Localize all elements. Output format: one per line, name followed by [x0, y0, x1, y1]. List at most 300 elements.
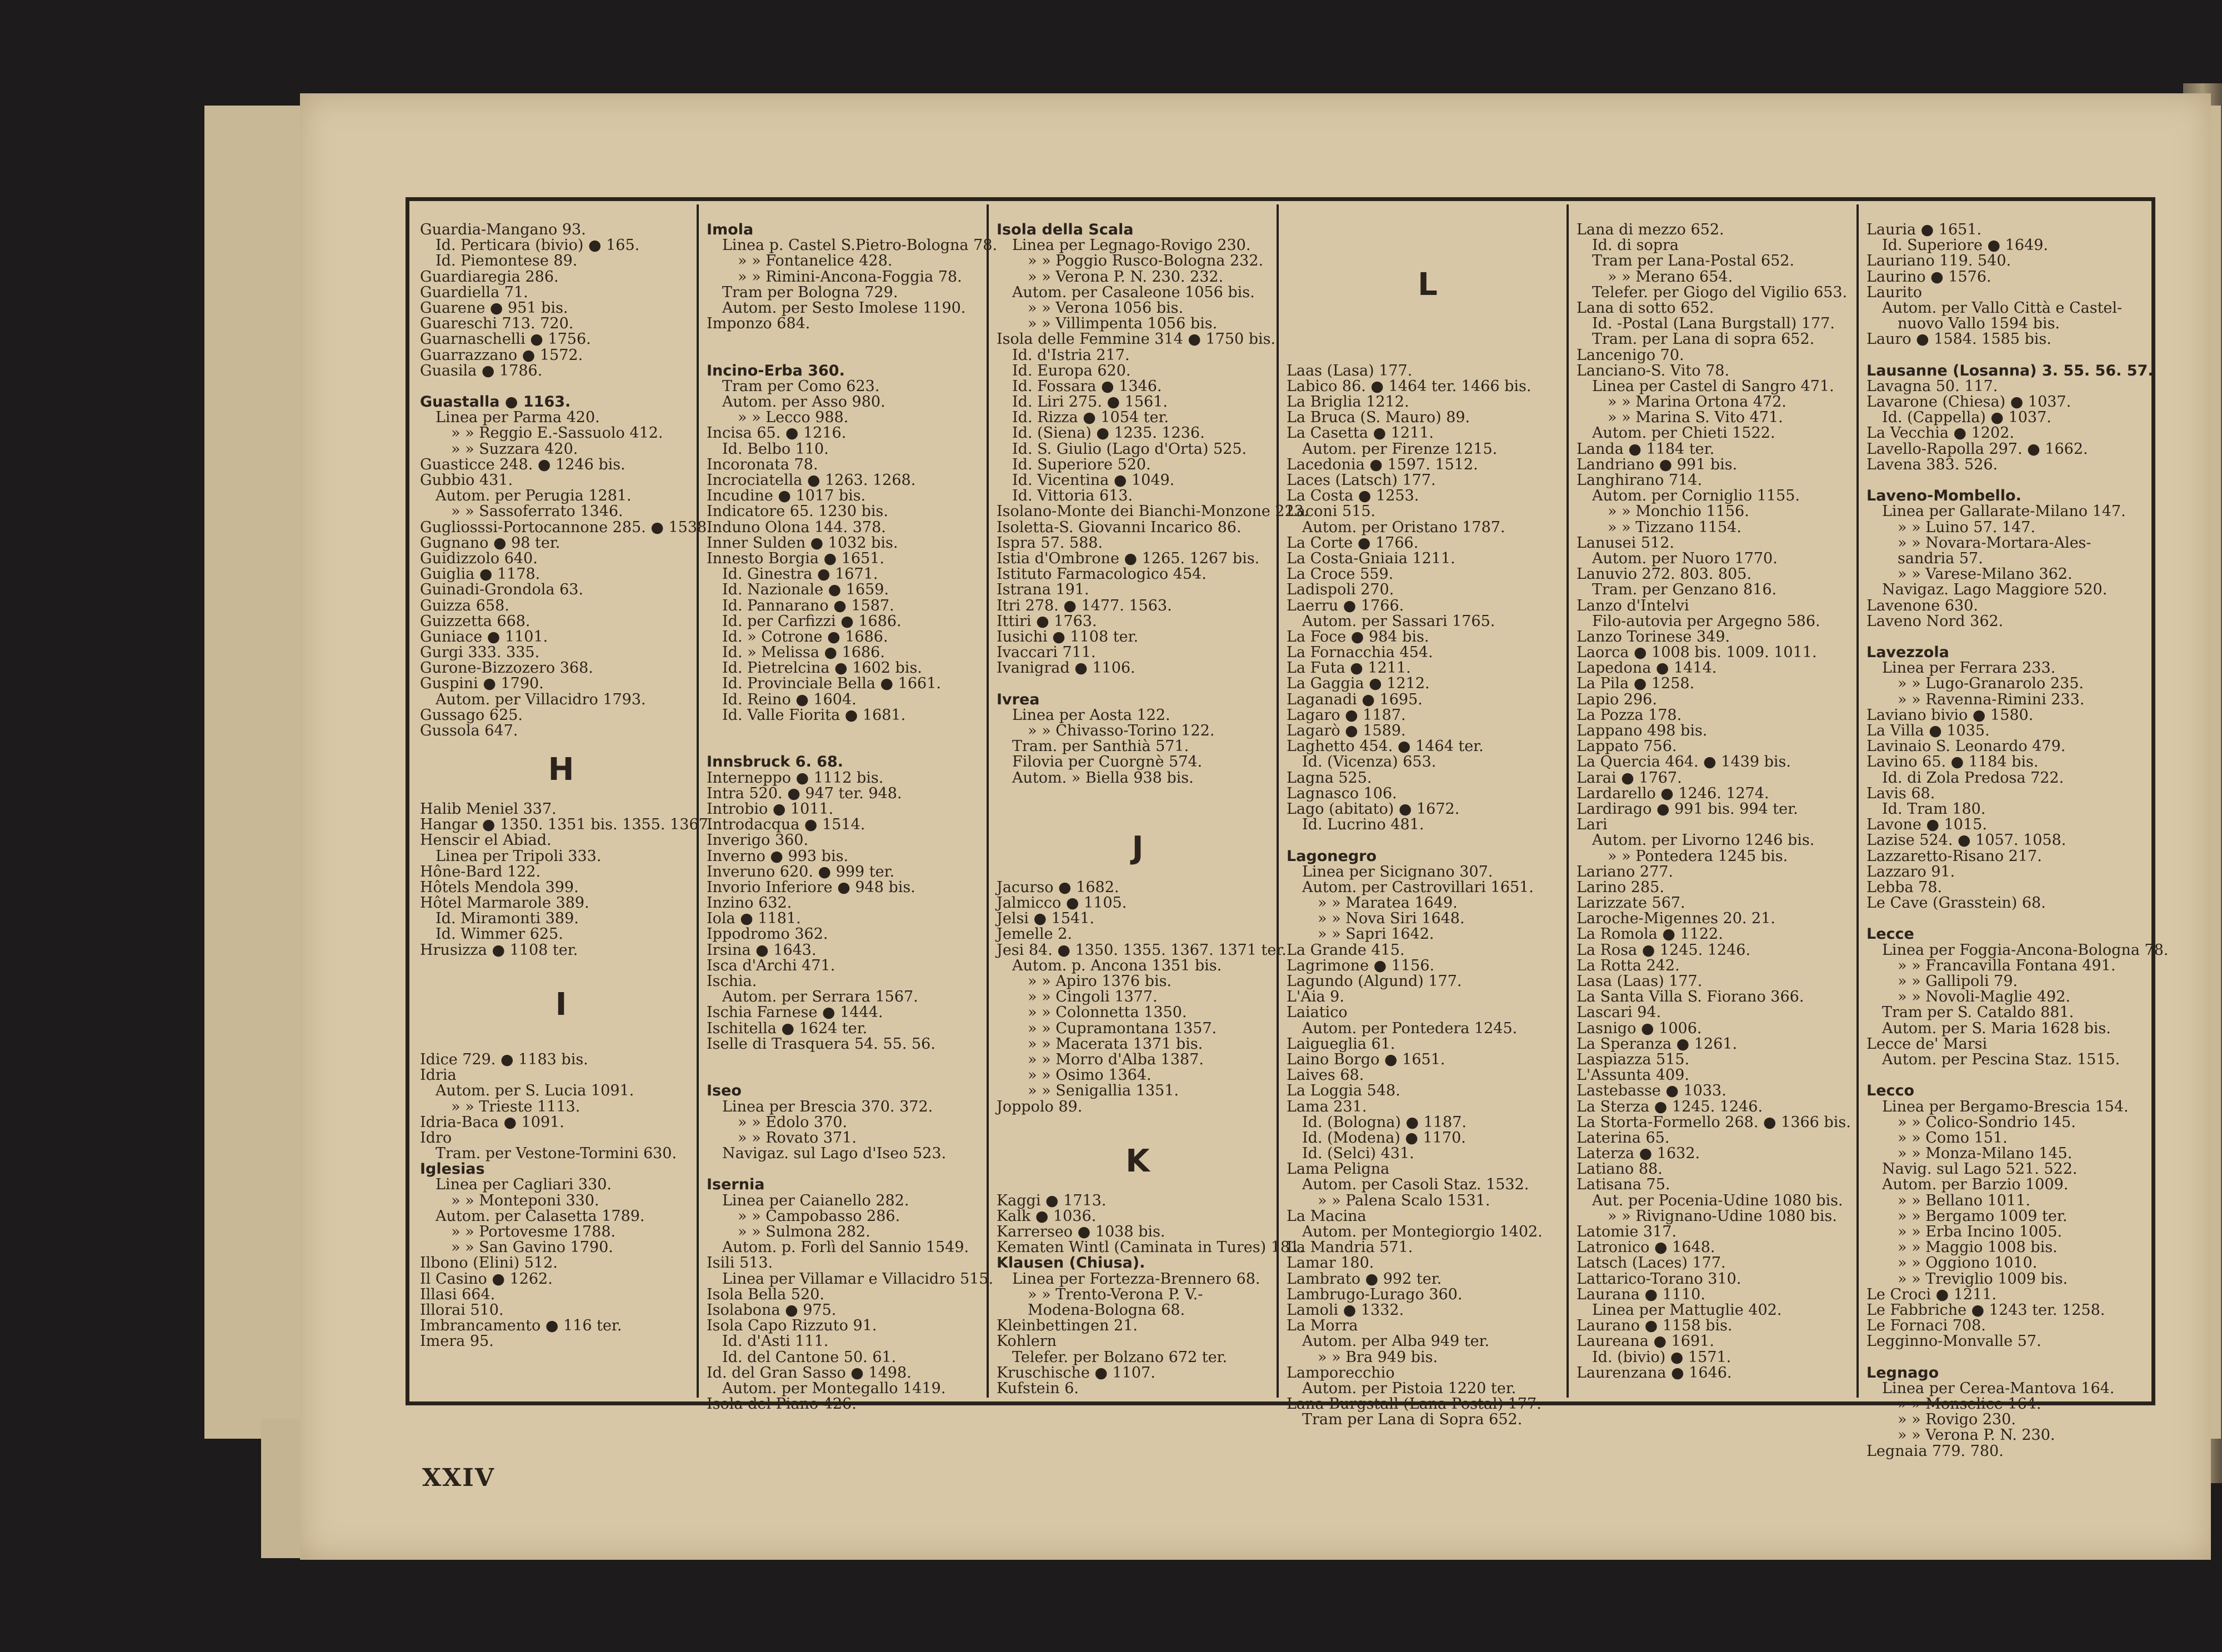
index-entry — [997, 676, 1279, 692]
index-entry: Tram. per Santhià 571. — [1012, 738, 1189, 755]
index-entry: Id. di sopra — [1592, 237, 1679, 254]
index-entry: Id. Vittoria 613. — [1012, 487, 1133, 505]
index-column-3 — [997, 221, 1309, 1397]
index-entry: Linea per Tripoli 333. — [436, 847, 602, 865]
index-entry: Linea per Sicignano 307. — [1302, 863, 1493, 880]
index-entry: nuovo Vallo 1594 bis. — [1898, 315, 2060, 333]
index-entry: Id. (Selci) 431. — [1302, 1145, 1414, 1163]
index-entry — [1866, 911, 2149, 927]
index-entry: Lagundo (Algund) 177. — [1287, 973, 1462, 990]
index-entry — [420, 379, 702, 394]
index-entry: » » Trento-Verona P. V.- — [1028, 1285, 1203, 1303]
index-column-1 — [420, 221, 713, 1394]
index-entry: Laerru ● 1766. — [1287, 597, 1404, 614]
index-entry: La Grande 415. — [1287, 941, 1405, 959]
index-entry: Telefer. per Giogo del Vigilio 653. — [1592, 283, 1848, 301]
index-entry: Autom. per Vallo Città e Castel- — [1882, 299, 2123, 317]
index-entry: Id. Lucrino 481. — [1302, 816, 1424, 834]
index-entry: » » Bra 949 bis. — [1318, 1348, 1438, 1366]
page-number: XXIV — [422, 1464, 495, 1492]
index-entry: Laganadi ● 1695. — [1287, 690, 1423, 708]
index-entry: Linea per Villamar e Villacidro 515. — [722, 1270, 994, 1288]
index-entry: » » Reggio E.-Sassuolo 412. — [451, 424, 663, 442]
index-entry: L'Aia 9. — [1287, 988, 1344, 1006]
index-entry — [420, 1021, 702, 1037]
index-entry: Id. Valle Fiorita ● 1681. — [722, 706, 906, 724]
index-entry: Autom. per Pistoia 1220 ter. — [1302, 1379, 1517, 1397]
index-entry: La Santa Villa S. Fiorano 366. — [1577, 988, 1804, 1006]
index-entry: Id. S. Giulio (Lago d'Orta) 525. — [1012, 440, 1247, 458]
index-entry: » » Rovato 371. — [738, 1129, 857, 1147]
index-entry: Laces (Latsch) 177. — [1287, 472, 1436, 489]
index-entry: Incrociatella ● 1263. 1268. — [707, 472, 916, 489]
index-entry: » » Portovesme 1788. — [451, 1223, 616, 1241]
index-entry: Lamar 180. — [1287, 1254, 1374, 1272]
index-entry: Le Cave (Grasstein) 68. — [1866, 894, 2046, 912]
index-entry: Invorio Inferiore ● 948 bis. — [707, 878, 915, 896]
index-entry: » » Monza-Milano 145. — [1898, 1145, 2073, 1163]
index-entry: » » Marina Ortona 472. — [1608, 393, 1786, 411]
index-entry: Lari — [1577, 816, 1608, 834]
index-entry: Ippodromo 362. — [707, 925, 828, 943]
index-entry: Autom. per Sesto Imolese 1190. — [722, 299, 966, 317]
index-entry: La Romola ● 1122. — [1577, 925, 1723, 943]
index-entry: Autom. per Alba 949 ter. — [1302, 1333, 1490, 1350]
index-entry: Laureana ● 1691. — [1577, 1333, 1714, 1350]
index-entry: Laurino ● 1576. — [1866, 268, 1991, 286]
index-entry: » » Rovigo 230. — [1898, 1411, 2016, 1429]
index-entry: Laconi 515. — [1287, 503, 1376, 520]
index-entry: Lambrato ● 992 ter. — [1287, 1270, 1442, 1288]
index-entry: Id. Pannarano ● 1587. — [722, 597, 894, 614]
index-entry: » » Erba Incino 1005. — [1898, 1223, 2063, 1240]
index-entry: » » Tizzano 1154. — [1608, 518, 1741, 536]
index-heading: Guastalla ● 1163. — [420, 393, 571, 411]
index-entry: » » Cingoli 1377. — [1028, 988, 1158, 1006]
index-entry: Larizzate 567. — [1577, 894, 1685, 912]
index-entry — [997, 864, 1279, 880]
index-entry: Laigueglia 61. — [1287, 1035, 1395, 1053]
index-entry: Hôtels Mendola 399. — [420, 878, 579, 896]
index-entry: » » Fontanelice 428. — [738, 252, 893, 270]
index-entry: sandria 57. — [1898, 549, 1983, 567]
index-entry — [707, 1052, 989, 1068]
index-entry: Autom. p. Forlì del Sannio 1549. — [722, 1239, 969, 1256]
index-entry: » » Cupramontana 1357. — [1028, 1019, 1217, 1037]
index-entry: Id. (Bologna) ● 1187. — [1302, 1113, 1467, 1131]
index-entry: Guardia-Mangano 93. — [420, 221, 586, 238]
index-entry: Gugliosssi-Portocannone 285. ● 1538. — [420, 518, 712, 536]
index-entry: Lanzo d'Intelvi — [1577, 597, 1689, 614]
index-entry: Gussola 647. — [420, 722, 518, 739]
index-entry: Id. (bivio) ● 1571. — [1592, 1348, 1731, 1366]
index-entry: » » Poggio Rusco-Bologna 232. — [1028, 252, 1264, 270]
index-entry: La Briglia 1212. — [1287, 393, 1409, 411]
index-entry — [1866, 1068, 2149, 1083]
index-entry: Autom. per Casaleone 1056 bis. — [1012, 283, 1255, 301]
index-entry: » » Macerata 1371 bis. — [1028, 1035, 1203, 1053]
index-entry: » » Gallipoli 79. — [1898, 973, 2018, 990]
index-entry: » » Lecco 988. — [738, 409, 849, 427]
index-entry: Karrerseo ● 1038 bis. — [997, 1223, 1165, 1241]
section-letter: H — [548, 752, 574, 788]
index-entry — [707, 723, 989, 739]
index-entry: Isolabona ● 975. — [707, 1301, 837, 1319]
index-entry: Lauro ● 1584. 1585 bis. — [1866, 331, 2051, 348]
index-heading: Imola — [707, 221, 754, 238]
index-entry: » » Nova Siri 1648. — [1318, 910, 1465, 928]
index-entry: Illasi 664. — [420, 1285, 496, 1303]
index-entry: Laurano ● 1158 bis. — [1577, 1317, 1733, 1335]
index-entry: Laurito — [1866, 283, 1923, 301]
index-entry — [1866, 348, 2149, 363]
index-entry: Indicatore 65. 1230 bis. — [707, 503, 888, 520]
index-entry: Hôtel Marmarole 389. — [420, 894, 589, 912]
index-entry: Latronico ● 1648. — [1577, 1239, 1715, 1256]
index-entry: Autom. per Montegiorgio 1402. — [1302, 1223, 1543, 1241]
index-entry: Filovia per Cuorgnè 574. — [1012, 753, 1203, 771]
index-entry: Id. (Modena) ● 1170. — [1302, 1129, 1466, 1147]
index-entry: Tram. per Vestone-Tormini 630. — [436, 1145, 677, 1163]
index-entry: Linea per Brescia 370. 372. — [722, 1098, 933, 1115]
index-entry: Itri 278. ● 1477. 1563. — [997, 597, 1172, 614]
index-heading: Iseo — [707, 1082, 742, 1100]
index-entry: » » Bergamo 1009 ter. — [1898, 1207, 2068, 1225]
index-entry — [707, 1068, 989, 1083]
index-entry — [1866, 1350, 2149, 1365]
index-entry: Laterza ● 1632. — [1577, 1145, 1700, 1163]
index-entry: Lagrimone ● 1156. — [1287, 957, 1435, 974]
index-entry: Lazzaro 91. — [1866, 863, 1955, 880]
index-entry: Autom. per Asso 980. — [722, 393, 885, 411]
index-entry: Incudine ● 1017 bis. — [707, 487, 866, 505]
index-entry: Lavis 68. — [1866, 784, 1935, 802]
index-entry: » » Maratea 1649. — [1318, 894, 1458, 912]
index-entry: Linea per Legnago-Rovigo 230. — [1012, 237, 1251, 254]
index-entry: » » Verona P. N. 230. — [1898, 1426, 2055, 1444]
index-entry: Id. » Cotrone ● 1686. — [722, 628, 888, 645]
index-entry: Idria — [420, 1067, 457, 1084]
index-entry: » » Monteponi 330. — [451, 1192, 599, 1209]
index-entry — [1287, 301, 1569, 316]
index-entry: Lariano 277. — [1577, 863, 1674, 880]
index-entry — [420, 786, 702, 802]
index-entry: Imponzo 684. — [707, 315, 810, 333]
index-entry: Idro — [420, 1129, 452, 1147]
index-heading: Lagonegro — [1287, 847, 1377, 865]
index-entry: Autom. per Perugia 1281. — [436, 487, 632, 505]
index-entry: Gubbio 431. — [420, 472, 513, 489]
index-entry: La Costa-Gniaia 1211. — [1287, 549, 1455, 567]
index-entry: » » Como 151. — [1898, 1129, 2008, 1147]
index-entry: Autom. per S. Maria 1628 bis. — [1882, 1019, 2111, 1037]
index-entry: Guardiella 71. — [420, 283, 528, 301]
index-entry: Id. d'Asti 111. — [722, 1333, 829, 1350]
index-entry: Interneppo ● 1112 bis. — [707, 769, 884, 787]
index-entry: Linea per Mattuglie 402. — [1592, 1301, 1782, 1319]
index-entry: La Pila ● 1258. — [1577, 675, 1695, 693]
index-entry: Lavino 65. ● 1184 bis. — [1866, 753, 2039, 771]
index-entry: Inner Sulden ● 1032 bis. — [707, 534, 898, 552]
index-entry: Lavagna 50. 117. — [1866, 377, 1998, 395]
index-entry: » » Varese-Milano 362. — [1898, 565, 2073, 583]
index-entry: Filo-autovia per Argegno 586. — [1592, 612, 1820, 630]
index-entry: » » Sassoferrato 1346. — [451, 503, 623, 520]
index-entry: » » Novara-Mortara-Ales- — [1898, 534, 2091, 552]
index-entry: Lapedona ● 1414. — [1577, 659, 1717, 677]
index-entry — [997, 786, 1279, 802]
index-entry: Lagna 525. — [1287, 769, 1372, 787]
index-entry: Guizza 658. — [420, 597, 509, 614]
index-entry: Id. Perticara (bivio) ● 165. — [436, 237, 640, 254]
index-entry: La Futa ● 1211. — [1287, 659, 1411, 677]
index-entry: Id. Miramonti 389. — [436, 910, 579, 928]
index-entry: Navigaz. sul Lago d'Iseo 523. — [722, 1145, 947, 1163]
index-entry: » » Pontedera 1245 bis. — [1608, 847, 1788, 865]
index-entry: Lacedonia ● 1597. 1512. — [1287, 455, 1478, 473]
index-entry: Autom. per Pescina Staz. 1515. — [1882, 1050, 2120, 1068]
index-entry: Isolano-Monte dei Bianchi-Monzone 223. — [997, 503, 1309, 520]
index-entry: Guardiaregia 286. — [420, 268, 559, 286]
index-entry: Laroche-Migennes 20. 21. — [1577, 910, 1776, 928]
index-entry: La Gaggia ● 1212. — [1287, 675, 1430, 693]
index-entry: Halib Meniel 337. — [420, 800, 557, 818]
index-entry: Ladispoli 270. — [1287, 581, 1394, 599]
index-entry: Linea per Caianello 282. — [722, 1192, 909, 1209]
index-entry: Kohlern — [997, 1333, 1057, 1350]
index-entry: Larai ● 1767. — [1577, 769, 1682, 787]
index-entry: Kematen Wintl (Caminata in Tures) 181. — [997, 1239, 1304, 1256]
index-entry: Tram. per Lana di sopra 652. — [1592, 331, 1815, 348]
index-entry: Le Fabbriche ● 1243 ter. 1258. — [1866, 1301, 2105, 1319]
index-entry: Linea per Fortezza-Brennero 68. — [1012, 1270, 1260, 1288]
index-entry: La Costa ● 1253. — [1287, 487, 1419, 505]
index-entry — [1287, 316, 1569, 332]
index-entry: Laterina 65. — [1577, 1129, 1670, 1147]
index-entry: Laino Borgo ● 1651. — [1287, 1050, 1445, 1068]
section-letter: I — [555, 987, 567, 1023]
index-entry: Lancenigo 70. — [1577, 346, 1684, 364]
index-entry: Lavinaio S. Leonardo 479. — [1866, 738, 2066, 755]
index-entry: Id. Rizza ● 1054 ter. — [1012, 409, 1169, 427]
index-entry: » » Verona P. N. 230. 232. — [1028, 268, 1224, 286]
index-entry — [1866, 473, 2149, 488]
index-entry: Autom. per Corniglio 1155. — [1592, 487, 1800, 505]
index-entry: Illorai 510. — [420, 1301, 504, 1319]
index-entry: Laurenzana ● 1646. — [1577, 1364, 1732, 1381]
section-letter: L — [1418, 266, 1438, 303]
index-entry: Id. Provinciale Bella ● 1661. — [722, 675, 941, 693]
index-entry — [707, 348, 989, 363]
index-entry: Jelsi ● 1541. — [997, 910, 1094, 928]
index-entry: Lasnigo ● 1006. — [1577, 1019, 1702, 1037]
index-entry: Larino 285. — [1577, 878, 1664, 896]
index-entry: Isola del Piano 426. — [707, 1395, 857, 1413]
index-heading: Innsbruck 6. 68. — [707, 753, 844, 771]
index-entry: Isola Capo Rizzuto 91. — [707, 1317, 877, 1335]
index-entry: Jalmicco ● 1105. — [997, 894, 1127, 912]
index-entry: Linea per Foggia-Ancona-Bologna 78. — [1882, 941, 2169, 959]
index-entry: Id. d'Istria 217. — [1012, 346, 1130, 364]
index-entry: Autom. per Sassari 1765. — [1302, 612, 1495, 630]
index-entry: Guasila ● 1786. — [420, 362, 543, 379]
index-entry: Linea per Cagliari 330. — [436, 1176, 612, 1194]
index-entry: » » Lugo-Granarolo 235. — [1898, 675, 2084, 693]
index-entry: Le Croci ● 1211. — [1866, 1285, 1997, 1303]
index-entry: Isoletta-S. Giovanni Incarico 86. — [997, 518, 1242, 536]
index-entry: » » Chivasso-Torino 122. — [1028, 722, 1215, 739]
index-entry: Legnaia 779. 780. — [1866, 1442, 2004, 1460]
index-entry: La Speranza ● 1261. — [1577, 1035, 1738, 1053]
index-heading: Lavezzola — [1866, 644, 1949, 662]
index-entry: » » Oggiono 1010. — [1898, 1254, 2038, 1272]
index-entry: Aut. per Pocenia-Udine 1080 bis. — [1592, 1192, 1843, 1209]
index-entry: Labico 86. ● 1464 ter. 1466 bis. — [1287, 377, 1532, 395]
index-entry: Navig. sul Lago 521. 522. — [1882, 1160, 2078, 1178]
index-entry: Isca d'Archi 471. — [707, 957, 835, 974]
index-entry: Laas (Lasa) 177. — [1287, 362, 1413, 379]
index-entry: Iola ● 1181. — [707, 910, 801, 928]
index-entry: Id. (Vicenza) 653. — [1302, 753, 1437, 771]
index-entry: Tram per Lana di Sopra 652. — [1302, 1411, 1523, 1429]
index-entry: Id. di Zola Predosa 722. — [1882, 769, 2064, 787]
index-entry: Hrusizza ● 1108 ter. — [420, 941, 578, 959]
index-entry: La Rotta 242. — [1577, 957, 1680, 974]
index-entry: Id. Tram 180. — [1882, 800, 1986, 818]
index-column-2 — [707, 221, 998, 1413]
index-entry: Lavenone 630. — [1866, 597, 1978, 614]
index-entry: Laives 68. — [1287, 1067, 1364, 1084]
index-entry: » » Ravenna-Rimini 233. — [1898, 690, 2085, 708]
index-entry: » » Campobasso 286. — [738, 1207, 900, 1225]
index-entry: » » Palena Scalo 1531. — [1318, 1192, 1490, 1209]
index-entry — [997, 802, 1279, 817]
index-entry: Linea per Castel di Sangro 471. — [1592, 377, 1834, 395]
index-entry: Autom. p. Ancona 1351 bis. — [1012, 957, 1222, 974]
index-entry: Jacurso ● 1682. — [997, 878, 1119, 896]
index-entry: Istrana 191. — [997, 581, 1089, 599]
index-entry: Autom. per Chieti 1522. — [1592, 424, 1775, 442]
index-entry: Id. Nazionale ● 1659. — [722, 581, 889, 599]
index-entry: Guareschi 713. 720. — [420, 315, 574, 333]
index-entry: Autom. per Firenze 1215. — [1302, 440, 1498, 458]
index-entry: Lebba 78. — [1866, 878, 1943, 896]
index-entry: Lago (abitato) ● 1672. — [1287, 800, 1460, 818]
index-entry: La Loggia 548. — [1287, 1082, 1400, 1100]
index-entry: » » Luino 57. 147. — [1898, 518, 2036, 536]
index-entry: Inzino 632. — [707, 894, 792, 912]
index-entry: Lama Peligna — [1287, 1160, 1390, 1178]
index-entry: Introbio ● 1011. — [707, 800, 834, 818]
index-entry: Inveruno 620. ● 999 ter. — [707, 863, 895, 880]
index-entry: » » Colico-Sondrio 145. — [1898, 1113, 2076, 1131]
index-entry: » » Rivignano-Udine 1080 bis. — [1608, 1207, 1837, 1225]
index-entry: Autom. per Oristano 1787. — [1302, 518, 1505, 536]
index-entry: La Morra — [1287, 1317, 1358, 1335]
index-entry: Istia d'Ombrone ● 1265. 1267 bis. — [997, 549, 1260, 567]
index-entry: Lama 231. — [1287, 1098, 1367, 1115]
index-entry: » » Treviglio 1009 bis. — [1898, 1270, 2068, 1288]
index-entry: Autom. » Biella 938 bis. — [1012, 769, 1194, 787]
index-entry: Autom. per Calasetta 1789. — [436, 1207, 645, 1225]
index-entry: » » Maggio 1008 bis. — [1898, 1239, 2058, 1256]
index-entry — [707, 739, 989, 754]
index-entry: » » Suzzara 420. — [451, 440, 578, 458]
index-entry: Linea per Ferrara 233. — [1882, 659, 2056, 677]
index-entry — [707, 332, 989, 347]
index-entry: Lecce de' Marsi — [1866, 1035, 1988, 1053]
index-entry: » » Sapri 1642. — [1318, 925, 1434, 943]
index-entry — [707, 1162, 989, 1177]
index-entry: Hône-Bard 122. — [420, 863, 541, 880]
index-entry: Id. del Cantone 50. 61. — [722, 1348, 897, 1366]
index-entry: Ilbono (Elini) 512. — [420, 1254, 558, 1272]
index-entry: Autom. per Barzio 1009. — [1882, 1176, 2069, 1194]
index-entry: Id. (Cappella) ● 1037. — [1882, 409, 2051, 427]
index-entry: Incoronata 78. — [707, 455, 818, 473]
index-entry: Lagaro ● 1187. — [1287, 706, 1406, 724]
index-entry: Ischia. — [707, 973, 757, 990]
index-entry: Guinadi-Grondola 63. — [420, 581, 584, 599]
index-entry: Ivaccari 711. — [997, 644, 1096, 662]
index-entry: Id. Piemontese 89. — [436, 252, 578, 270]
index-entry: Autom. per Casoli Staz. 1532. — [1302, 1176, 1529, 1194]
index-entry: Gurgi 333. 335. — [420, 644, 540, 662]
index-entry: Ivanigrad ● 1106. — [997, 659, 1135, 677]
index-entry: Lardarello ● 1246. 1274. — [1577, 784, 1769, 802]
index-entry: Lapio 296. — [1577, 690, 1657, 708]
index-entry: Tram. per Genzano 816. — [1592, 581, 1777, 599]
index-entry: » » Morro d'Alba 1387. — [1028, 1050, 1204, 1068]
index-entry: Lastebasse ● 1033. — [1577, 1082, 1726, 1100]
index-entry — [420, 1037, 702, 1052]
index-entry: Laurana ● 1110. — [1577, 1285, 1705, 1303]
index-entry: Lanuvio 272. 803. 805. — [1577, 565, 1752, 583]
index-entry: Lappato 756. — [1577, 738, 1677, 755]
index-entry: Id. Pietrelcina ● 1602 bis. — [722, 659, 922, 677]
index-entry: Lamporecchio — [1287, 1364, 1395, 1381]
index-entry: Introdacqua ● 1514. — [707, 816, 865, 834]
index-entry: Kalk ● 1036. — [997, 1207, 1097, 1225]
index-entry: Ispra 57. 588. — [997, 534, 1103, 552]
index-entry: Lana di mezzo 652. — [1577, 221, 1724, 238]
index-entry: La Villa ● 1035. — [1866, 722, 1990, 739]
index-entry: Gussago 625. — [420, 706, 523, 724]
index-entry: Irsina ● 1643. — [707, 941, 817, 959]
index-heading: Laveno-Mombello. — [1866, 487, 2021, 505]
index-entry: Gugnano ● 98 ter. — [420, 534, 560, 552]
index-entry: Autom. per Pontedera 1245. — [1302, 1019, 1518, 1037]
index-entry: Modena-Bologna 68. — [1028, 1301, 1185, 1319]
index-entry: Guarnaschelli ● 1756. — [420, 331, 591, 348]
index-entry: La Quercia 464. ● 1439 bis. — [1577, 753, 1791, 771]
index-heading: Klausen (Chiusa). — [997, 1254, 1145, 1272]
index-entry: Inverigo 360. — [707, 832, 809, 849]
index-entry: Id. (Siena) ● 1235. 1236. — [1012, 424, 1205, 442]
index-entry — [1287, 238, 1569, 253]
index-entry: Lambrugo-Lurago 360. — [1287, 1285, 1463, 1303]
index-column-5 — [1577, 222, 1859, 1394]
index-entry: La Rosa ● 1245. 1246. — [1577, 941, 1751, 959]
index-entry: Isola delle Femmine 314 ● 1750 bis. — [997, 331, 1276, 348]
index-entry: Laviano bivio ● 1580. — [1866, 706, 2034, 724]
index-entry: Lavarone (Chiesa) ● 1037. — [1866, 393, 2071, 411]
index-entry: Id. Belbo 110. — [722, 440, 829, 458]
index-entry: Induno Olona 144. 378. — [707, 518, 886, 536]
index-entry: Lagarò ● 1589. — [1287, 722, 1406, 740]
index-entry: Hangar ● 1350. 1351 bis. 1355. 1367. — [420, 816, 713, 834]
index-entry: Landa ● 1184 ter. — [1577, 440, 1715, 458]
